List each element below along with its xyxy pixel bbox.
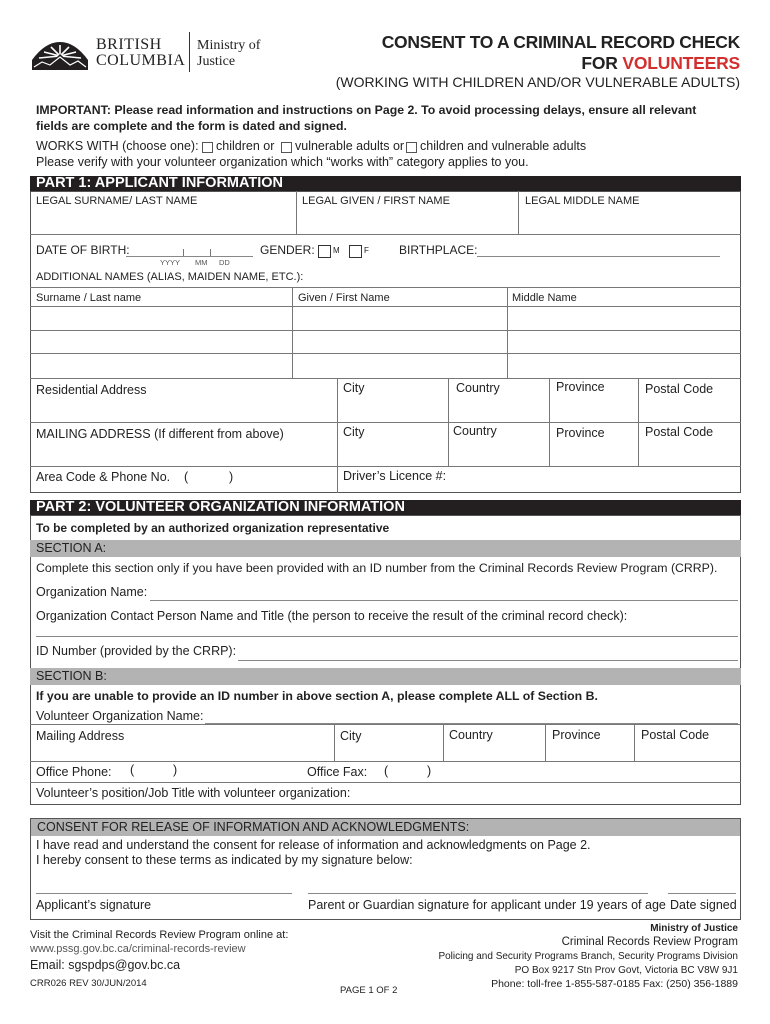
works-opt3-label: children and vulnerable adults (420, 139, 587, 153)
consent-line1: I have read and understand the consent for release of information and acknowledgments on Page 2. (36, 838, 591, 852)
additional-names-label: ADDITIONAL NAMES (ALIAS, MAIDEN NAME, ETC.): (36, 271, 304, 283)
legal-given-field[interactable] (297, 209, 517, 233)
licence-field[interactable] (452, 468, 739, 490)
dob-mm: MM (195, 258, 208, 267)
page-number: PAGE 1 OF 2 (340, 985, 398, 996)
authorized-text: To be completed by an authorized organization representative (36, 521, 390, 535)
form-code: CRR026 REV 30/JUN/2014 (30, 978, 147, 989)
legal-surname-field[interactable] (31, 209, 295, 233)
dob-label: DATE OF BIRTH: (36, 243, 130, 257)
office-fax-label: Office Fax: (307, 765, 368, 779)
footer-program: Criminal Records Review Program (561, 936, 738, 948)
works-opt2-label: vulnerable adults or (295, 139, 405, 153)
section-a-title: SECTION A: (36, 541, 107, 555)
position-field[interactable] (360, 784, 738, 803)
form-title-for (581, 53, 740, 74)
gender-f-checkbox[interactable] (349, 245, 362, 258)
res-country-label: Country (456, 381, 500, 395)
visit-text: Visit the Criminal Records Review Program online at: (30, 929, 289, 941)
phone-label: Area Code & Phone No. (36, 470, 171, 484)
part2-header (30, 500, 741, 515)
org-name-label: Organization Name: (36, 585, 148, 599)
gender-f-label: F (364, 246, 369, 255)
org-country-label: Country (449, 728, 493, 742)
title-volunteers: VOLUNTEERS (622, 53, 740, 73)
col-middle-header: Middle Name (512, 292, 577, 304)
date-signed-label: Date signed (670, 898, 737, 912)
form-subtitle: (WORKING WITH CHILDREN AND/OR VULNERABLE ADULTS) (335, 74, 740, 90)
consent-title: CONSENT FOR RELEASE OF INFORMATION AND ACKNOWLEDGMENTS: (37, 820, 470, 834)
id-label: ID Number (provided by the CRRP): (36, 644, 237, 658)
footer-po-box: PO Box 9217 Stn Prov Govt, Victoria BC V8W 9J1 (514, 965, 738, 976)
licence-label: Driver’s Licence #: (343, 469, 447, 483)
ministry-of: Ministry of (197, 38, 261, 53)
dob-dd: DD (219, 258, 230, 267)
org-name-field[interactable] (150, 600, 738, 601)
vol-org-label: Volunteer Organization Name: (36, 709, 204, 723)
section-a-text: Complete this section only if you have been provided with an ID number from the Criminal Records Review Program (CRRP). (36, 561, 718, 575)
gender-label: GENDER: (260, 243, 315, 257)
works-vulnerable-checkbox[interactable] (281, 142, 292, 153)
office-phone-paren-close: ) (173, 763, 178, 777)
mail-postal-label: Postal Code (645, 425, 714, 439)
residential-address-field[interactable] (31, 398, 336, 420)
office-fax-field[interactable] (380, 763, 738, 781)
legal-middle-label: LEGAL MIDDLE NAME (525, 195, 640, 207)
res-postal-label: Postal Code (645, 382, 714, 396)
applicant-signature-label: Applicant’s signature (36, 898, 152, 912)
footer-ministry: Ministry of Justice (650, 923, 738, 934)
guardian-signature-line[interactable] (308, 893, 648, 894)
footer-branch: Policing and Security Programs Branch, Security Programs Division (438, 951, 738, 962)
date-signed-line[interactable] (668, 893, 736, 894)
logo-british: BRITISH (96, 36, 162, 53)
part1-header (30, 176, 741, 191)
org-province-label: Province (552, 728, 601, 742)
id-field[interactable] (238, 660, 738, 661)
footer-phone: Phone: toll-free 1-855-587-0185 Fax: (250) 356-1889 (491, 978, 738, 990)
birthplace-label: BIRTHPLACE: (399, 243, 478, 257)
bc-sun-mountain-icon (30, 30, 90, 72)
section-b-text: If you are unable to provide an ID number in above section A, please complete ALL of Section B. (36, 689, 598, 703)
mail-country-label: Country (453, 424, 497, 438)
ministry-justice: Justice (197, 54, 236, 69)
program-email[interactable]: Email: sgspdps@gov.bc.ca (30, 958, 181, 972)
verify-text: Please verify with your volunteer organization which “works with” category applies to you. (36, 155, 529, 169)
office-phone-paren-open: ( (130, 763, 135, 777)
mail-city-label: City (343, 425, 365, 439)
office-phone-label: Office Phone: (36, 765, 112, 779)
contact-label: Organization Contact Person Name and Title (the person to receive the result of the criminal record check): (36, 609, 628, 623)
position-label: Volunteer’s position/Job Title with volunteer organization: (36, 786, 351, 800)
org-mailing-label: Mailing Address (36, 729, 125, 743)
gender-m-label: M (333, 246, 340, 255)
dob-yyyy: YYYY (160, 258, 181, 267)
office-fax-paren-open: ( (384, 764, 389, 778)
works-children-checkbox[interactable] (202, 142, 213, 153)
part2-title: PART 2: VOLUNTEER ORGANIZATION INFORMATION (36, 499, 405, 515)
residential-label: Residential Address (36, 383, 147, 397)
additional-name-row[interactable] (31, 354, 740, 377)
form-title: CONSENT TO A CRIMINAL RECORD CHECK (381, 32, 740, 52)
works-with-row (36, 139, 199, 153)
title-for-text: FOR (581, 53, 623, 73)
legal-middle-field[interactable] (519, 209, 740, 233)
part1-title: PART 1: APPLICANT INFORMATION (36, 175, 284, 191)
birthplace-field[interactable] (477, 256, 720, 257)
additional-name-row[interactable] (31, 331, 740, 352)
works-opt1-label: children or (216, 139, 275, 153)
consent-line2: I hereby consent to these terms as indicated by my signature below: (36, 853, 413, 867)
col-surname-header: Surname / Last name (36, 292, 142, 304)
gender-m-checkbox[interactable] (318, 245, 331, 258)
res-province-label: Province (556, 380, 605, 394)
org-postal-label: Postal Code (641, 728, 710, 742)
office-fax-paren-close: ) (427, 764, 432, 778)
important-line1: IMPORTANT: Please read information and instructions on Page 2. To avoid processing delays, ensure all relevant (36, 103, 697, 117)
mailing-label: MAILING ADDRESS (If different from above) (36, 427, 284, 441)
works-with-prefix: WORKS WITH (choose one): (36, 139, 199, 153)
contact-field[interactable] (36, 636, 738, 637)
mail-province-label: Province (556, 426, 605, 440)
section-b-title: SECTION B: (36, 669, 107, 683)
additional-name-row[interactable] (31, 307, 740, 329)
applicant-signature-line[interactable] (36, 893, 292, 894)
phone-paren-close: ) (229, 470, 234, 484)
bc-logo (30, 30, 90, 72)
program-url[interactable]: www.pssg.gov.bc.ca/criminal-records-review (30, 943, 246, 955)
phone-paren-open: ( (184, 470, 189, 484)
consent-header (31, 819, 740, 836)
section-b-bar (30, 668, 741, 685)
section-a-bar (30, 540, 741, 557)
phone-field[interactable] (180, 468, 330, 490)
org-city-label: City (340, 729, 362, 743)
office-phone-field[interactable] (125, 763, 300, 781)
logo-divider (189, 32, 190, 72)
res-city-label: City (343, 381, 365, 395)
col-given-header: Given / First Name (298, 292, 390, 304)
logo-columbia: COLUMBIA (96, 52, 186, 69)
important-line2: fields are complete and the form is dated and signed. (36, 119, 347, 133)
dob-field[interactable] (126, 256, 253, 257)
legal-surname-label: LEGAL SURNAME/ LAST NAME (36, 195, 198, 207)
guardian-signature-label: Parent or Guardian signature for applicant under 19 years of age (308, 898, 666, 912)
legal-given-label: LEGAL GIVEN / FIRST NAME (302, 195, 450, 207)
works-both-checkbox[interactable] (406, 142, 417, 153)
